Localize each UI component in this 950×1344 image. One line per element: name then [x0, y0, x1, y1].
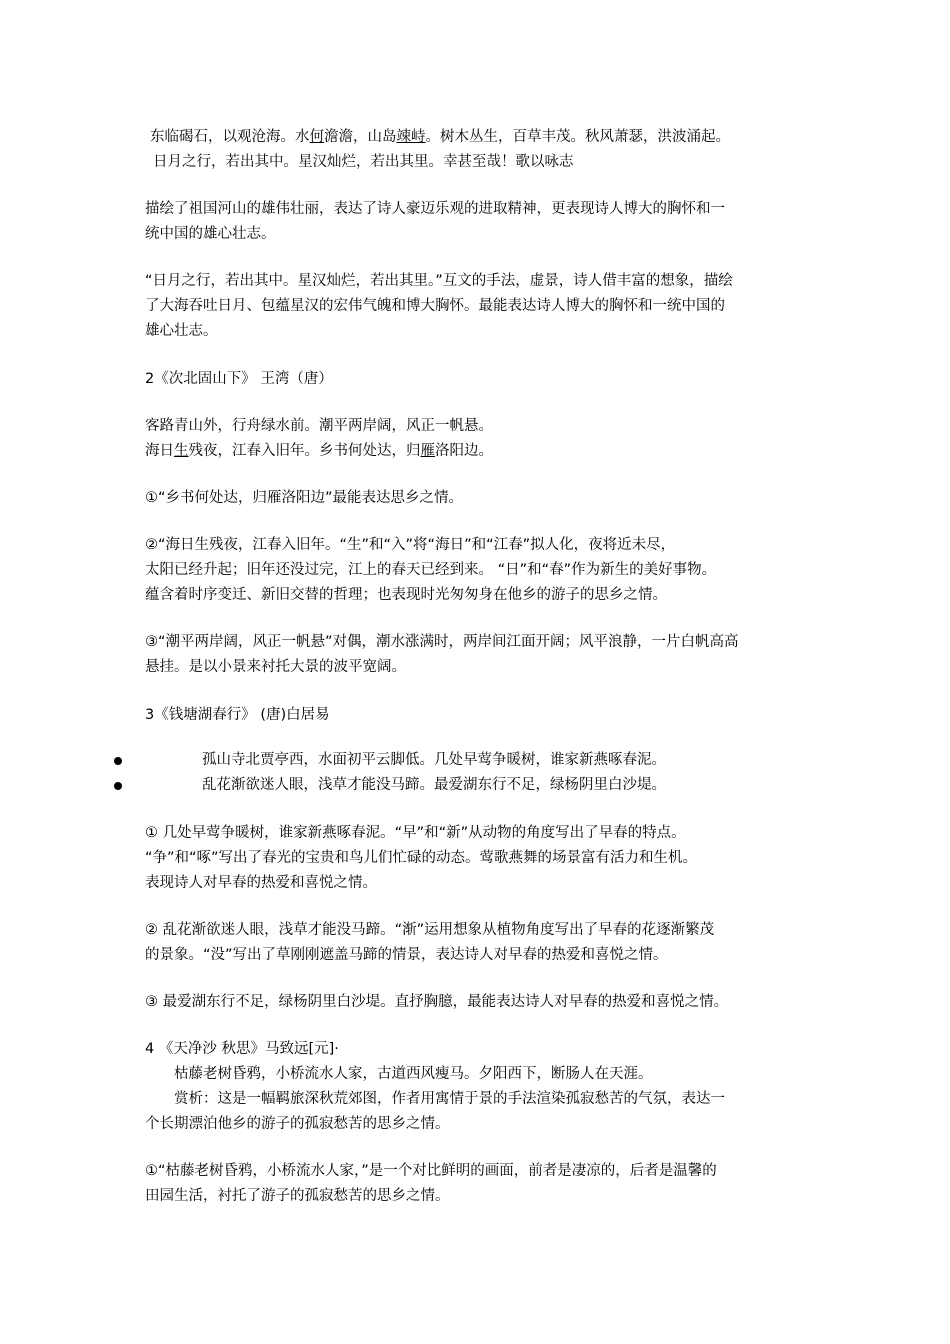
poem2-note-2-line: ②“海日生残夜，江春入旧年。“生”和“入”将“海日”和“江春”拟人化，夜将近未尽， — [145, 537, 676, 553]
poem1-verse-text: 澹澹，山岛 — [324, 129, 397, 145]
poem4-note-1-line: ①“枯藤老树昏鸦，小桥流水人家，”是一个对比鲜明的画面，前者是凄凉的，后者是温馨的 — [145, 1163, 717, 1179]
poem3-verse-bullet: 乱花渐欲迷人眼，浅草才能没马蹄。最爱湖东行不足，绿杨阴里白沙堤。 — [202, 777, 666, 793]
poem3-title: 3《钱塘湖春行》 (唐)白居易 — [145, 707, 330, 723]
poem3-verse-bullet: 孤山寺北贾亭西，水面初平云脚低。几处早莺争暖树，谁家新燕啄春泥。 — [202, 752, 666, 768]
underlined-word: 竦峙 — [396, 129, 426, 145]
poem2-verse-text: 残夜，江春入旧年。乡书何处达，归 — [188, 443, 421, 459]
underlined-word: 何 — [309, 129, 324, 145]
poem4-title: 4 《天净沙 秋思》马致远[元]· — [145, 1041, 339, 1057]
poem1-verse-line-1 — [150, 127, 730, 147]
poem4-verse: 枯藤老树昏鸦，小桥流水人家，古道西风瘦马。夕阳西下，断肠人在天涯。 — [174, 1066, 653, 1082]
poem2-verse-line-1: 客路青山外，行舟绿水前。潮平两岸阔，风正一帆悬。 — [145, 418, 493, 434]
poem2-note-3-line: 悬挂。是以小景来衬托大景的波平宽阔。 — [145, 659, 406, 675]
poem2-verse-text: 洛阳边。 — [435, 443, 493, 459]
poem3-note-1-line: ① 几处早莺争暖树，谁家新燕啄春泥。“早”和“新”从动物的角度写出了早春的特点。 — [145, 825, 686, 841]
poem3-note-1-line: “争”和“啄”写出了春光的宝贵和鸟儿们忙碌的动态。莺歌燕舞的场景富有活力和生机。 — [145, 850, 698, 866]
poem1-analysis-line: “日月之行，若出其中。星汉灿烂，若出其里。”互文的手法，虚景，诗人借丰富的想象，描绘 — [145, 273, 733, 289]
underlined-word: 雁 — [420, 443, 435, 459]
poem3-note-1-line: 表现诗人对早春的热爱和喜悦之情。 — [145, 875, 377, 891]
poem1-analysis-line: 了大海吞吐日月、包蕴星汉的宏伟气魄和博大胸怀。最能表达诗人博大的胸怀和一统中国的 — [145, 298, 725, 314]
poem3-note-2-line: 的景象。“没”写出了草刚刚遮盖马蹄的情景，表达诗人对早春的热爱和喜悦之情。 — [145, 947, 668, 963]
poem2-note-3-line: ③“潮平两岸阔，风正一帆悬”对偶，潮水涨满时，两岸间江面开阔；风平浪静，一片白帆高高 — [145, 634, 739, 650]
poem2-verse-line-2 — [145, 441, 493, 461]
poem2-title: 2《次北固山下》 王湾（唐） — [145, 371, 333, 387]
poem4-note-1-line: 田园生活，衬托了游子的孤寂愁苦的思乡之情。 — [145, 1188, 450, 1204]
bullet-dot — [114, 782, 122, 790]
poem1-verse-text: 。树木丛生，百草丰茂。秋风萧瑟，洪波涌起。 — [425, 129, 730, 145]
poem2-note-2-line: 蕴含着时序变迁、新旧交替的哲理；也表现时光匆匆身在他乡的游子的思乡之情。 — [145, 587, 667, 603]
poem1-comment-line: 描绘了祖国河山的雄伟壮丽，表达了诗人豪迈乐观的进取精神，更表现诗人博大的胸怀和一 — [145, 201, 725, 217]
poem4-appreciation-line: 个长期漂泊他乡的游子的孤寂愁苦的思乡之情。 — [145, 1116, 450, 1132]
poem3-note-3: ③ 最爱湖东行不足，绿杨阴里白沙堤。直抒胸臆，最能表达诗人对早春的热爱和喜悦之情。 — [145, 994, 729, 1010]
poem3-note-2-line: ② 乱花渐欲迷人眼，浅草才能没马蹄。“渐”运用想象从植物角度写出了早春的花逐渐繁茂 — [145, 922, 715, 938]
poem1-analysis-line: 雄心壮志。 — [145, 323, 218, 339]
poem1-verse-text: 东临碣石，以观沧海。水 — [150, 129, 310, 145]
poem1-comment-line: 统中国的雄心壮志。 — [145, 226, 276, 242]
poem1-verse-line-2: 日月之行，若出其中。星汉灿烂，若出其里。幸甚至哉！歌以咏志 — [153, 154, 574, 170]
poem2-note-1: ①“乡书何处达，归雁洛阳边”最能表达思乡之情。 — [145, 490, 464, 506]
poem4-appreciation-line: 赏析：这是一幅羁旅深秋荒郊图，作者用寓情于景的手法渲染孤寂愁苦的气氛，表达一 — [174, 1091, 725, 1107]
underlined-word: 生 — [174, 443, 189, 459]
bullet-dot — [114, 757, 122, 765]
poem2-verse-text: 海日 — [145, 443, 174, 459]
poem2-note-2-line: 太阳已经升起；旧年还没过完，江上的春天已经到来。 “日”和“春”作为新生的美好事物。 — [145, 562, 717, 578]
